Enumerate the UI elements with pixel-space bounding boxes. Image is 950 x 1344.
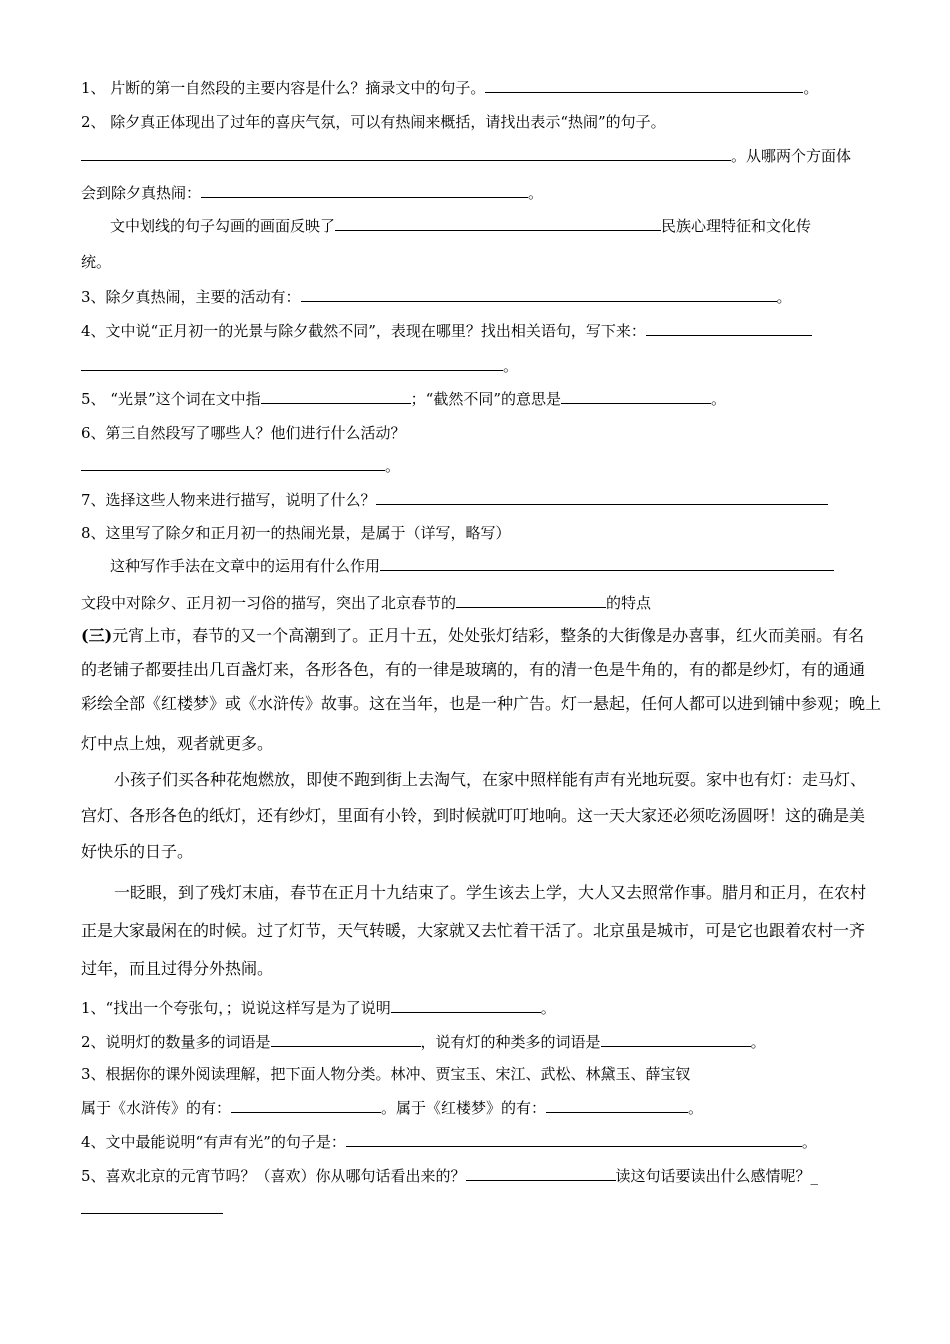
question-7 <box>81 490 828 510</box>
answer-blank[interactable] <box>391 998 541 1013</box>
question-8 <box>81 523 511 543</box>
punct: 。 <box>750 1033 766 1051</box>
question-text: 2、说明灯的数量多的词语是 <box>81 1033 271 1051</box>
punct: 。 <box>801 1133 817 1151</box>
question-4 <box>81 321 812 341</box>
question-2b-line2 <box>81 252 111 272</box>
question-text: ，说有灯的种类多的词语是 <box>420 1033 601 1051</box>
question-3 <box>81 287 792 307</box>
question-text: 4、文中最能说明“有声有光”的句子是： <box>81 1133 346 1151</box>
question-3-4 <box>81 1132 817 1152</box>
question-text: 8、这里写了除夕和正月初一的热闹光景，是属于（详写，略写） <box>81 524 511 542</box>
question-text: ；“截然不同”的意思是 <box>410 390 561 408</box>
passage-line <box>81 694 881 714</box>
question-text: 4、文中说“正月初一的光景与除夕截然不同”，表现在哪里？找出相关语句，写下来： <box>81 322 646 340</box>
question-5 <box>81 389 726 409</box>
answer-blank[interactable] <box>81 456 385 471</box>
question-text: 。属于《红楼梦》的有： <box>381 1099 547 1117</box>
passage-line <box>81 921 865 941</box>
punct: 。 <box>503 357 519 375</box>
passage-line <box>81 660 865 680</box>
punct: 。 <box>711 390 727 408</box>
question-text: 文中划线的句子勾画的画面反映了 <box>110 217 336 235</box>
answer-blank[interactable] <box>485 78 803 93</box>
question-text: 的特点 <box>606 594 652 612</box>
answer-blank[interactable] <box>201 183 528 198</box>
question-3-3 <box>81 1064 691 1084</box>
passage-line <box>114 883 866 903</box>
passage-line <box>81 842 193 862</box>
answer-blank[interactable] <box>466 1166 616 1181</box>
answer-blank[interactable] <box>380 556 834 571</box>
question-text: 7、选择这些人物来进行描写，说明了什么？ <box>81 491 376 509</box>
question-2b <box>110 216 811 236</box>
question-text: 1、“找出一个夸张句，；说说这样写是为了说明 <box>81 999 391 1017</box>
question-9 <box>81 593 651 613</box>
question-6 <box>81 423 406 443</box>
question-text: 统。 <box>81 253 112 271</box>
passage-text: 一眨眼，到了残灯末庙，春节在正月十九结束了。学生该去上学，大人又去照常作事。腊月和正月，在农村 <box>114 883 867 902</box>
passage-text: 彩绘全部《红楼梦》或《水浒传》故事。这在当年，也是一种广告。灯一悬起，任何人都可以进到铺中参观；晚上 <box>81 694 882 713</box>
question-6-line2 <box>81 456 400 476</box>
section-heading: (三) <box>81 626 113 645</box>
answer-blank[interactable] <box>81 146 731 161</box>
question-3-3b <box>81 1098 703 1118</box>
question-3-1 <box>81 998 556 1018</box>
punct: 。 <box>803 79 819 97</box>
answer-blank[interactable] <box>561 389 711 404</box>
passage-line <box>81 959 273 979</box>
answer-blank[interactable] <box>456 593 606 608</box>
question-3-5-line2 <box>81 1199 223 1219</box>
punct: 。 <box>540 999 556 1017</box>
question-text: 3、根据你的课外阅读理解，把下面人物分类。林冲、贾宝玉、宋江、武松、林黛玉、薛宝钗 <box>81 1065 691 1083</box>
question-text: 民族心理特征和文化传 <box>661 217 812 235</box>
answer-blank[interactable] <box>601 1032 751 1047</box>
answer-blank[interactable] <box>301 287 777 302</box>
answer-blank[interactable] <box>81 356 503 371</box>
punct: 。 <box>528 184 544 202</box>
passage-line <box>81 734 273 754</box>
answer-blank[interactable] <box>261 389 411 404</box>
question-text: 1、 片断的第一自然段的主要内容是什么？摘录文中的句子。 <box>81 79 486 97</box>
question-2-line3 <box>81 183 543 203</box>
question-text: 。从哪两个方面体 <box>731 147 852 165</box>
passage-text: 小孩子们买各种花炮燃放，即使不跑到街上去淘气，在家中照样能有声有光地玩耍。家中也有灯：走马灯、 <box>114 770 867 789</box>
question-2-line2 <box>81 146 851 166</box>
passage-text: 好快乐的日子。 <box>81 842 194 861</box>
passage-text: 正是大家最闲在的时候。过了灯节，天气转暖，大家就又去忙着干活了。北京虽是城市，可是它也跟着农村一齐 <box>81 921 866 940</box>
punct: 。 <box>385 457 401 475</box>
question-2 <box>81 112 666 132</box>
question-text: 文段中对除夕、正月初一习俗的描写，突出了北京春节的 <box>81 594 457 612</box>
question-8b <box>110 556 834 576</box>
answer-blank[interactable] <box>646 321 812 336</box>
passage-text: 过年，而且过得分外热闹。 <box>81 959 274 978</box>
answer-blank[interactable] <box>546 1098 688 1113</box>
passage-text: 宫灯、各形各色的纸灯，还有纱灯，里面有小铃，到时候就叮叮地响。这一天大家还必须吃汤圆呀！这的确是美 <box>81 806 866 825</box>
question-text: 这种写作手法在文章中的运用有什么作用 <box>110 557 381 575</box>
passage-text: 灯中点上烛，观者就更多。 <box>81 734 274 753</box>
question-4-line2 <box>81 356 518 376</box>
question-text: 6、第三自然段写了哪些人？他们进行什么活动？ <box>81 424 406 442</box>
answer-blank[interactable] <box>335 216 661 231</box>
passage-text: 元宵上市，春节的又一个高潮到了。正月十五，处处张灯结彩，整条的大街像是办喜事，红火而美丽。有名 <box>112 626 865 645</box>
answer-blank[interactable] <box>81 1199 223 1214</box>
passage-line <box>81 626 864 646</box>
question-text: 会到除夕真热闹： <box>81 184 202 202</box>
answer-blank[interactable] <box>231 1098 381 1113</box>
question-1 <box>81 78 818 98</box>
passage-line <box>114 770 866 790</box>
question-text: 3、除夕真热闹，主要的活动有： <box>81 288 301 306</box>
question-3-2 <box>81 1032 766 1052</box>
answer-blank[interactable] <box>376 490 828 505</box>
question-text: 5、喜欢北京的元宵节吗？（喜欢）你从哪句话看出来的？ <box>81 1167 466 1185</box>
passage-text: 的老铺子都要挂出几百盏灯来，各形各色，有的一律是玻璃的，有的清一色是牛角的，有的都是纱灯，有的通通 <box>81 660 866 679</box>
question-text: 5、 “光景”这个词在文中指 <box>81 390 261 408</box>
punct: 。 <box>688 1099 704 1117</box>
question-text: 属于《水浒传》的有： <box>81 1099 232 1117</box>
question-text: 2、 除夕真正体现出了过年的喜庆气氛，可以有热闹来概括，请找出表示“热闹”的句子。 <box>81 113 666 131</box>
answer-blank[interactable] <box>346 1132 802 1147</box>
question-text: 读这句话要读出什么感情呢？_ <box>615 1167 819 1185</box>
answer-blank[interactable] <box>271 1032 421 1047</box>
question-3-5 <box>81 1166 818 1186</box>
punct: 。 <box>776 288 792 306</box>
passage-line <box>81 806 865 826</box>
